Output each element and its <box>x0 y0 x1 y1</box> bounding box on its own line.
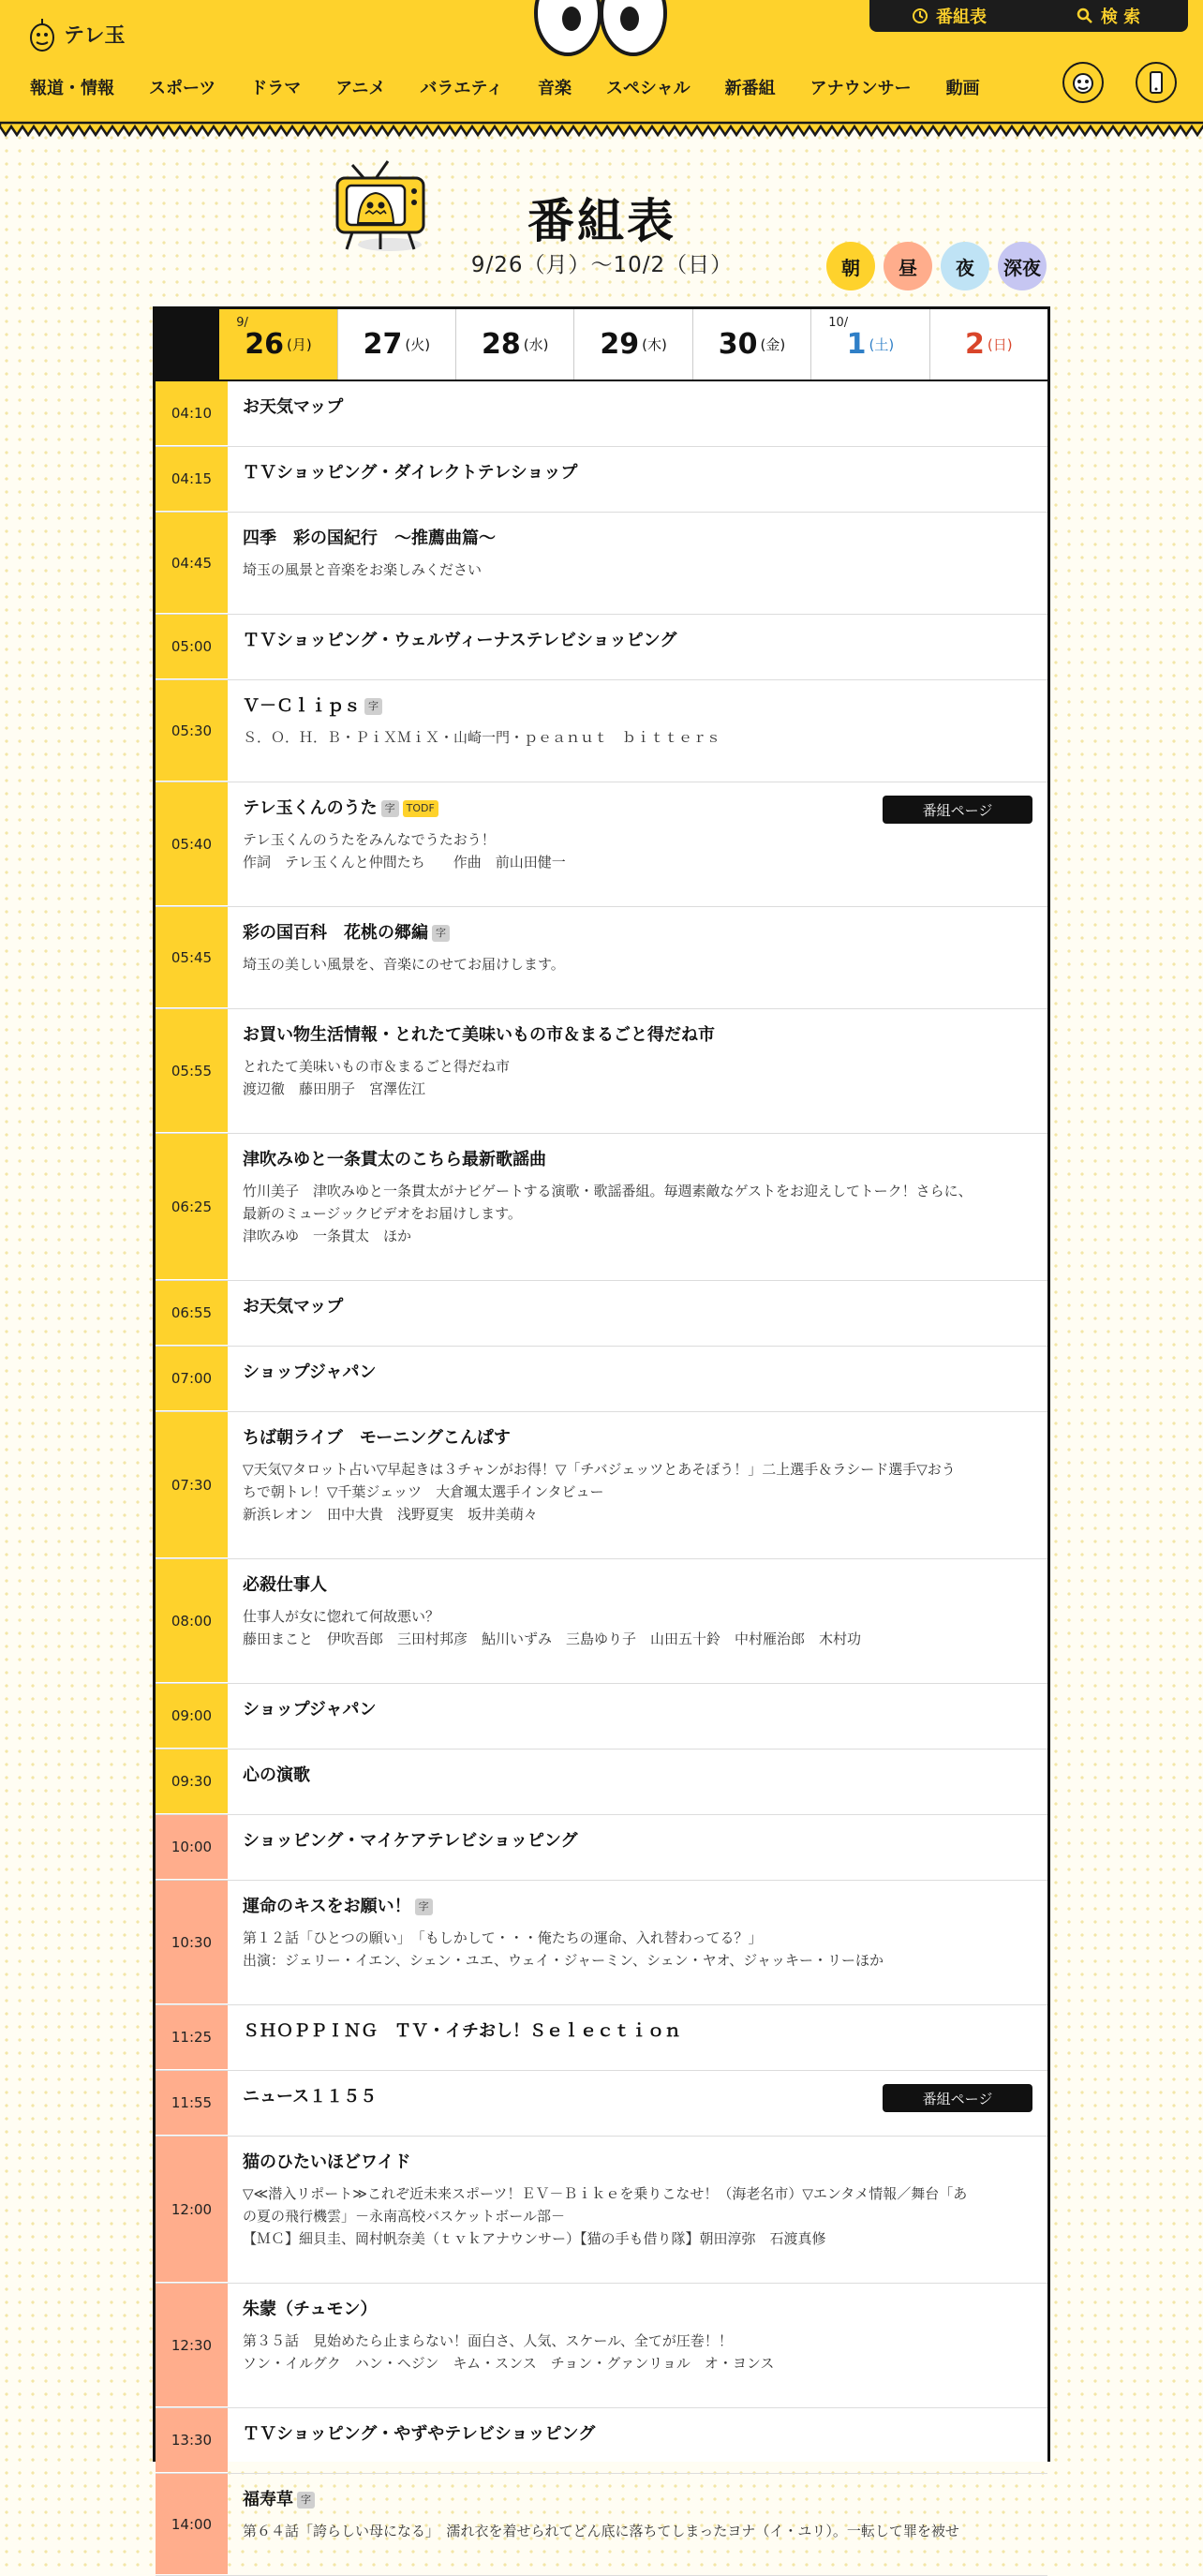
day-tab-30[interactable] <box>692 309 810 380</box>
program-title[interactable]: 朱蒙（チュモン） <box>243 2300 378 2319</box>
program-time: 10:00 <box>156 1815 228 1880</box>
date-range: 9/26（月）〜10/2（日） <box>470 253 734 277</box>
program-title-line <box>243 695 1032 718</box>
header-zigzag-edge <box>0 123 1203 138</box>
program-title[interactable]: ＴＶショッピング・やずやテレビショッピング <box>243 2424 596 2444</box>
program-title-line <box>243 2489 1032 2511</box>
site-logo[interactable] <box>28 15 126 52</box>
program-info <box>228 1684 1047 1749</box>
program-time: 04:10 <box>156 381 228 446</box>
program-list <box>156 381 1047 2576</box>
day-tab-28[interactable] <box>455 309 573 380</box>
program-row <box>156 1684 1047 1750</box>
program-title[interactable]: ショップジャパン <box>243 1362 377 1382</box>
program-info <box>228 907 1047 1008</box>
program-row <box>156 2137 1047 2284</box>
program-title[interactable]: 心の演歌 <box>243 1765 310 1785</box>
program-info <box>228 1412 1047 1558</box>
program-row <box>156 513 1047 615</box>
program-row <box>156 680 1047 782</box>
smartphone-icon <box>1142 68 1170 97</box>
nav-music[interactable]: 音楽 <box>537 79 572 98</box>
program-title[interactable]: ちば朝ライブ モーニングこんぱす <box>243 1428 511 1448</box>
day-number: 1 <box>846 328 867 361</box>
program-time: 14:00 <box>156 2474 228 2575</box>
program-row <box>156 447 1047 513</box>
program-title-line <box>243 1362 1032 1384</box>
filter-late-night[interactable]: 深夜 <box>998 242 1047 290</box>
program-title[interactable]: お買い物生活情報・とれたて美味いもの市＆まるごと得だね市 <box>243 1025 715 1045</box>
program-info <box>228 1009 1047 1133</box>
program-description: ▽≪潜入リポート≫これぞ近未来スポーツ！ＥＶ－Ｂｉｋｅを乗りこなせ！（海老名市）▽エンタメ情報／舞台「あ の夏の飛行機雲」－永南高校バスケットボール部－ 【ＭＣ】細貝圭、岡村帆奈美（ｔｖｋアナウンサー）【猫の手も借り隊】朝田淳弥 石渡真修 <box>243 2185 968 2247</box>
program-title-line <box>243 1427 1032 1450</box>
program-time: 08:00 <box>156 1559 228 1683</box>
subtitle-badge: 字 <box>297 2492 315 2509</box>
program-info <box>228 381 1047 446</box>
program-row <box>156 1134 1047 1281</box>
program-title[interactable]: ＴＶショッピング・ダイレクトテレショップ <box>243 463 578 483</box>
program-title-line <box>243 2020 1032 2043</box>
program-info <box>228 2474 1047 2575</box>
program-time: 09:00 <box>156 1684 228 1749</box>
program-info <box>228 2071 1047 2136</box>
program-time: 04:15 <box>156 447 228 512</box>
program-page-button[interactable]: 番組ページ <box>883 796 1032 824</box>
program-time: 06:55 <box>156 1281 228 1346</box>
filter-morning[interactable]: 朝 <box>826 242 875 290</box>
program-title-line <box>243 2299 1032 2321</box>
day-number: 26 <box>245 328 284 361</box>
program-time: 07:00 <box>156 1347 228 1411</box>
program-row <box>156 1412 1047 1559</box>
program-row <box>156 1815 1047 1881</box>
nav-videos[interactable]: 動画 <box>945 79 980 98</box>
day-weekday: (日) <box>987 336 1013 353</box>
program-row <box>156 2474 1047 2576</box>
program-time: 12:30 <box>156 2284 228 2407</box>
program-title[interactable]: 運命のキスをお願い！ <box>243 1897 411 1916</box>
day-weekday: (水) <box>523 336 549 353</box>
main-nav <box>30 73 1015 101</box>
program-title-line <box>243 396 1032 419</box>
day-weekday: (金) <box>760 336 786 353</box>
program-info <box>228 1281 1047 1346</box>
program-title-line <box>243 922 1032 945</box>
day-tabs-corner <box>156 309 219 380</box>
program-description: ▽天気▽タロット占い▽早起きは３チャンがお得！▽「チバジェッツとあそぼう！」二上選手＆ラシード選手▽おう ちで朝トレ！▽千葉ジェッツ 大倉颯太選手インタビュー 新浜レオン 田中大貴 浅野夏実 坂井美萌々 <box>243 1461 956 1523</box>
program-title[interactable]: 津吹みゆと一条貫太のこちら最新歌謡曲 <box>243 1150 546 1169</box>
tele-tama-mascot-icon <box>28 15 56 52</box>
program-title[interactable]: 福寿草 <box>243 2490 293 2509</box>
program-description: 第１２話「ひとつの願い」 「もしかして・・・俺たちの運命、入れ替わってる？」 出演：ジェリー・イエン、シェン・ユエ、ウェイ・ジャーミン、シェン・ヤオ、ジャッキー・リーほか <box>243 1929 884 1969</box>
filter-evening[interactable]: 夜 <box>941 242 989 290</box>
subtitle-badge: 字 <box>432 925 450 942</box>
subtitle-badge: 字 <box>364 698 382 715</box>
program-time: 12:00 <box>156 2137 228 2283</box>
program-title-line <box>243 528 1032 550</box>
program-title[interactable]: ＳＨＯＰＰＩＮＧ ＴＶ・イチおし！Ｓｅｌｅｃｔｉｏｎ <box>243 2021 681 2041</box>
nav-variety[interactable]: バラエティ <box>420 79 503 98</box>
program-info <box>228 2408 1047 2473</box>
program-title-line <box>243 630 1032 652</box>
nav-announcers[interactable]: アナウンサー <box>809 79 912 98</box>
program-title-line <box>243 1149 1032 1171</box>
tv-mascot-illustration <box>332 157 435 253</box>
program-description: とれたて美味いもの市＆まるごと得だね市 渡辺徹 藤田朋子 宮澤佐江 <box>243 1058 511 1097</box>
app-badge-link[interactable] <box>1136 62 1177 103</box>
program-info <box>228 447 1047 512</box>
program-time: 09:30 <box>156 1750 228 1814</box>
program-row <box>156 2071 1047 2137</box>
day-number: 30 <box>718 328 758 361</box>
nav-sports[interactable]: スポーツ <box>149 79 216 98</box>
program-info <box>228 2005 1047 2070</box>
day-tab-29[interactable] <box>573 309 691 380</box>
program-title[interactable]: お天気マップ <box>243 1297 344 1317</box>
program-title-line <box>243 1830 1032 1853</box>
nav-anime[interactable]: アニメ <box>335 79 386 98</box>
program-info <box>228 1134 1047 1280</box>
site-header <box>0 0 1203 141</box>
program-info <box>228 1559 1047 1683</box>
program-time: 10:30 <box>156 1881 228 2004</box>
day-number: 27 <box>363 328 403 361</box>
program-description: 仕事人が女に惚れて何故悪い？ 藤田まこと 伊吹吾郎 三田村邦彦 鮎川いずみ 三島ゆり子 山田五十鈴 中村雁治郎 木村功 <box>243 1608 862 1647</box>
program-title[interactable]: 四季 彩の国紀行 ～推薦曲篇～ <box>243 529 496 548</box>
filter-daytime[interactable]: 昼 <box>884 242 932 290</box>
program-description: テレ玉くんのうたをみんなでうたおう！ 作詞 テレ玉くんと仲間たち 作曲 前山田健一 <box>243 831 566 871</box>
page-title: 番組表 <box>527 194 676 248</box>
program-time: 05:55 <box>156 1009 228 1133</box>
program-title[interactable]: ニュース１１５５ <box>243 2087 378 2107</box>
program-row <box>156 907 1047 1009</box>
program-title-line <box>243 1764 1032 1787</box>
program-schedule <box>153 306 1050 2539</box>
program-row <box>156 615 1047 680</box>
program-title[interactable]: Ｖ－Ｃｌｉｐｓ <box>243 696 361 716</box>
program-title[interactable]: 必殺仕事人 <box>243 1575 327 1595</box>
day-tab-2[interactable] <box>929 309 1047 380</box>
day-weekday: (火) <box>405 336 431 353</box>
program-title-line <box>243 1296 1032 1318</box>
program-time: 05:30 <box>156 680 228 782</box>
program-info <box>228 615 1047 679</box>
program-title-line <box>243 2423 1032 2446</box>
program-info <box>228 513 1047 614</box>
program-title[interactable]: 猫のひたいほどワイド <box>243 2152 411 2172</box>
program-row <box>156 1347 1047 1412</box>
program-title-line <box>243 1024 1032 1047</box>
program-description: Ｓ．Ｏ．Ｈ．Ｂ・ＰｉＸＭｉＸ・山崎一門・ｐｅａｎｕｔ ｂｉｔｔｅｒｓ <box>243 729 721 746</box>
program-title-line <box>243 1574 1032 1597</box>
program-title[interactable]: ＴＶショッピング・ウェルヴィーナステレビショッピング <box>243 631 677 650</box>
day-tab-26[interactable] <box>219 309 336 380</box>
day-tab-1[interactable] <box>810 309 928 380</box>
program-time: 05:40 <box>156 782 228 906</box>
program-page-button[interactable]: 番組ページ <box>883 2084 1032 2112</box>
program-row <box>156 1281 1047 1347</box>
program-row <box>156 1881 1047 2005</box>
day-number: 28 <box>482 328 521 361</box>
program-info <box>228 782 1047 906</box>
day-month: 10/ <box>828 316 849 330</box>
schedule-link-label: 番組表 <box>936 7 987 27</box>
day-tabs <box>156 309 1047 381</box>
search-link-label: 検 索 <box>1100 7 1141 27</box>
program-row <box>156 2408 1047 2474</box>
program-info <box>228 2137 1047 2283</box>
nav-news[interactable]: 報道・情報 <box>30 79 114 98</box>
program-info <box>228 1750 1047 1814</box>
program-title[interactable]: ショップジャパン <box>243 1700 377 1720</box>
program-title[interactable]: お天気マップ <box>243 397 344 417</box>
program-description: 第６４話「誇らしい母になる」 濡れ衣を着せられてどん底に落ちてしまったヨナ（イ・ユリ）。一転して罪を被せ <box>243 2523 959 2539</box>
program-title[interactable]: ショッピング・マイケアテレビショッピング <box>243 1831 578 1851</box>
program-time: 05:45 <box>156 907 228 1008</box>
program-time: 13:30 <box>156 2408 228 2473</box>
program-title-line <box>243 2152 1032 2174</box>
program-time: 11:55 <box>156 2071 228 2136</box>
clock-icon <box>912 7 928 24</box>
program-row <box>156 381 1047 447</box>
program-description: 第３５話 見始めたら止まらない！面白さ、人気、スケール、全てが圧巻！！ ソン・イルグク ハン・ヘジン キム・スンス チョン・グァンリョル オ・ヨンス <box>243 2332 775 2372</box>
program-info <box>228 2284 1047 2407</box>
subtitle-badge: 字 <box>415 1898 433 1915</box>
day-number: 2 <box>965 328 985 361</box>
program-time: 06:25 <box>156 1134 228 1280</box>
program-title[interactable]: テレ玉くんのうた <box>243 798 378 818</box>
program-row <box>156 1750 1047 1815</box>
logo-text: テレ玉 <box>64 23 126 48</box>
search-link[interactable] <box>1029 0 1188 32</box>
day-weekday: (月) <box>286 336 312 353</box>
program-title-line <box>243 1896 1032 1918</box>
program-description: 埼玉の風景と音楽をお楽しみください <box>243 561 483 578</box>
program-info <box>228 1881 1047 2004</box>
search-icon <box>1077 7 1093 24</box>
day-month: 9/ <box>236 316 248 330</box>
program-description: 竹川美子 津吹みゆと一条貫太がナビゲートする演歌・歌謡番組。毎週素敵なゲストをお迎えしてトーク！さらに、 最新のミュージックビデオをお届けします。 津吹みゆ 一条貫太 ほか <box>243 1183 973 1244</box>
program-info <box>228 680 1047 782</box>
schedule-link[interactable] <box>869 0 1029 32</box>
subtitle-badge: 字 <box>381 800 399 817</box>
program-row <box>156 1009 1047 1134</box>
program-description: 埼玉の美しい風景を、音楽にのせてお届けします。 <box>243 956 565 973</box>
program-time: 04:45 <box>156 513 228 614</box>
mascot-eyes-icon <box>530 0 671 58</box>
program-time: 07:30 <box>156 1412 228 1558</box>
program-time: 05:00 <box>156 615 228 679</box>
day-weekday: (木) <box>642 336 667 353</box>
top-utility-bar <box>869 0 1188 32</box>
nav-special[interactable]: スペシャル <box>605 79 691 98</box>
program-title[interactable]: 彩の国百科 花桃の郷編 <box>243 923 428 943</box>
program-row <box>156 1559 1047 1684</box>
program-title-line <box>243 462 1032 484</box>
program-title-line <box>243 1699 1032 1721</box>
todf-badge: TODF <box>403 800 438 817</box>
time-of-day-filters <box>826 242 1047 290</box>
program-info <box>228 1347 1047 1411</box>
program-time: 11:25 <box>156 2005 228 2070</box>
nav-drama[interactable]: ドラマ <box>250 79 302 98</box>
program-info <box>228 1815 1047 1880</box>
program-row <box>156 782 1047 907</box>
day-weekday: (土) <box>869 336 895 353</box>
day-number: 29 <box>600 328 640 361</box>
day-tab-27[interactable] <box>337 309 455 380</box>
nav-new-programs[interactable]: 新番組 <box>724 79 776 98</box>
program-row <box>156 2284 1047 2408</box>
program-row <box>156 2005 1047 2071</box>
mascot-badge-icon <box>1069 68 1097 97</box>
mascot-badge-link[interactable] <box>1062 62 1104 103</box>
